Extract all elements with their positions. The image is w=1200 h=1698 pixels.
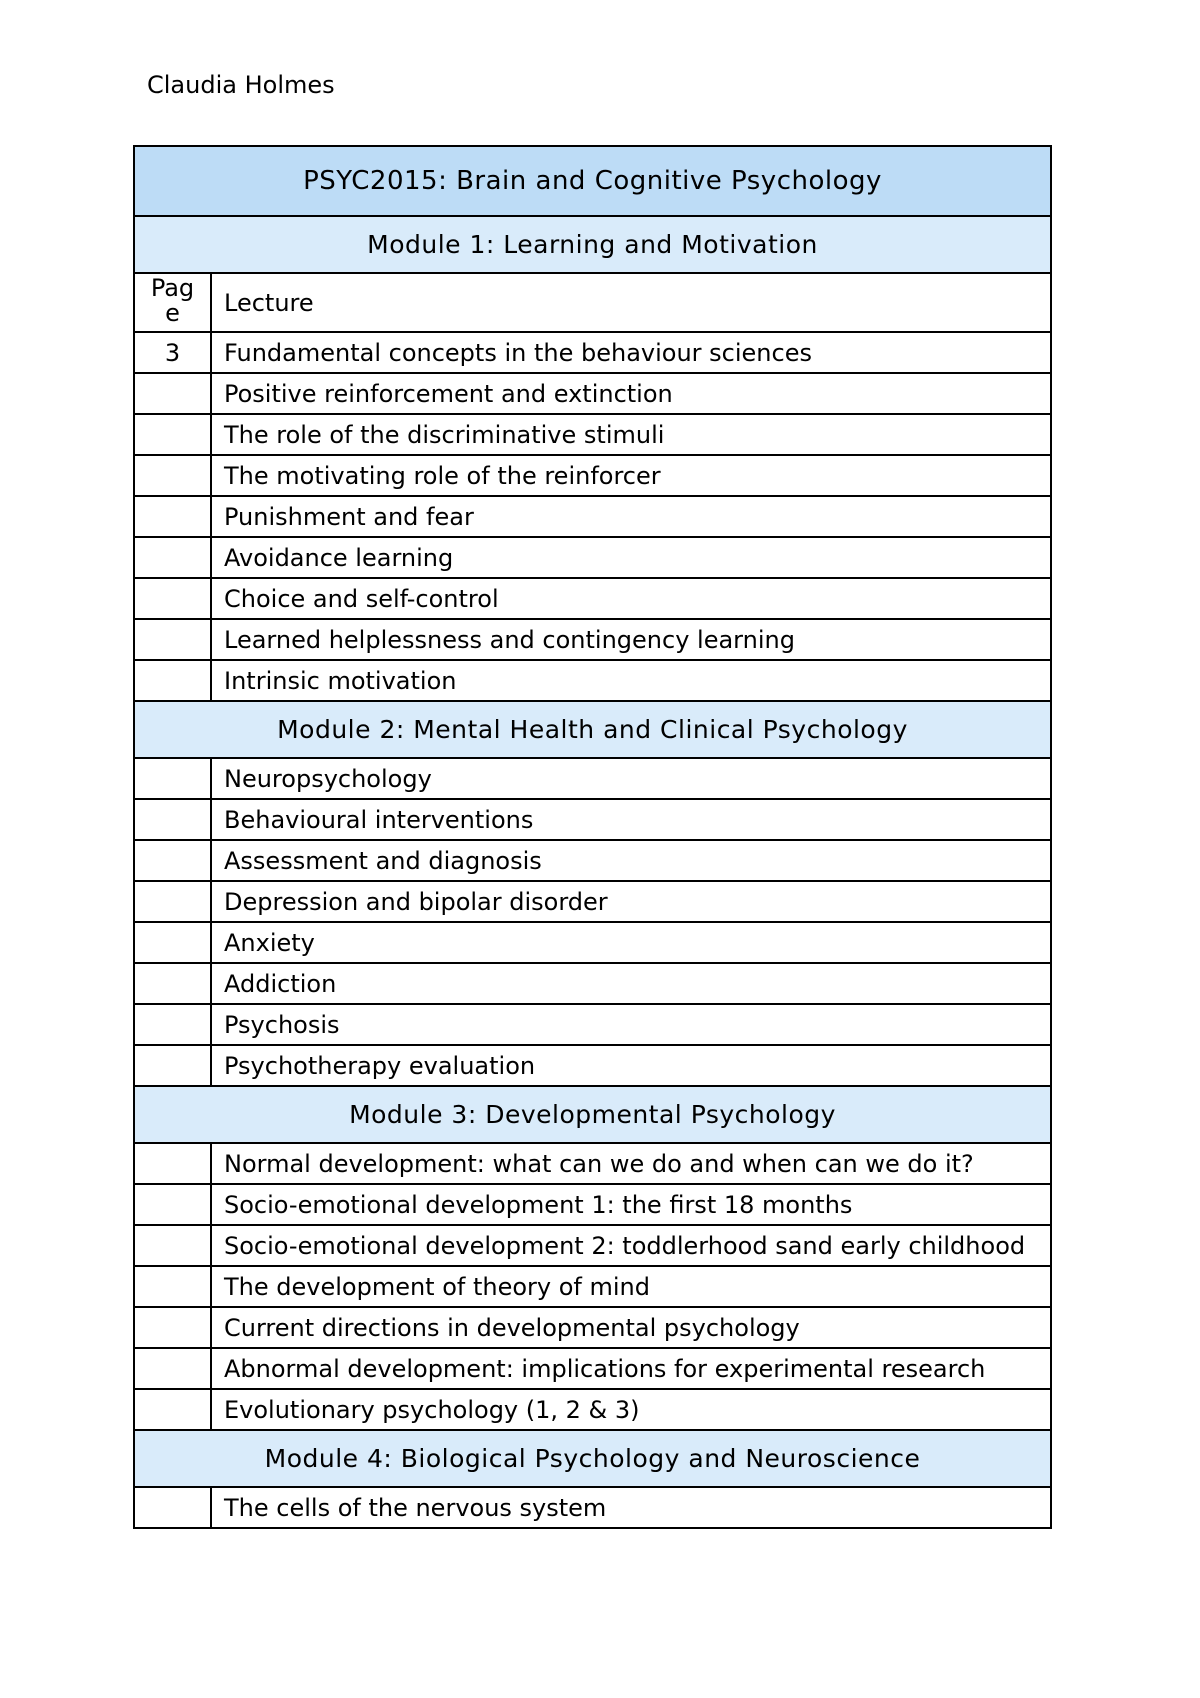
lecture-row xyxy=(134,496,1051,537)
lecture-page-number xyxy=(134,963,211,1004)
lecture-title: Socio-emotional development 2: toddlerhood sand early childhood xyxy=(211,1225,1051,1266)
lecture-row xyxy=(134,1004,1051,1045)
lecture-row xyxy=(134,660,1051,701)
lecture-row xyxy=(134,537,1051,578)
lecture-row xyxy=(134,455,1051,496)
module-title: Module 2: Mental Health and Clinical Psychology xyxy=(134,701,1051,758)
lecture-title: Avoidance learning xyxy=(211,537,1051,578)
contents-table-body xyxy=(134,146,1051,1528)
lecture-row xyxy=(134,332,1051,373)
lecture-title: Psychotherapy evaluation xyxy=(211,1045,1051,1086)
lecture-title: The development of theory of mind xyxy=(211,1266,1051,1307)
lecture-page-number xyxy=(134,1004,211,1045)
lecture-title: Fundamental concepts in the behaviour sciences xyxy=(211,332,1051,373)
lecture-page-number xyxy=(134,578,211,619)
lecture-title: The cells of the nervous system xyxy=(211,1487,1051,1528)
lecture-row xyxy=(134,1307,1051,1348)
lecture-page-number xyxy=(134,455,211,496)
lecture-title: The motivating role of the reinforcer xyxy=(211,455,1051,496)
lecture-title: Behavioural interventions xyxy=(211,799,1051,840)
lecture-title: Psychosis xyxy=(211,1004,1051,1045)
author-name: Claudia Holmes xyxy=(147,71,335,99)
lecture-row xyxy=(134,1184,1051,1225)
module-title: Module 4: Biological Psychology and Neuroscience xyxy=(134,1430,1051,1487)
lecture-title: Punishment and fear xyxy=(211,496,1051,537)
lecture-page-number xyxy=(134,373,211,414)
lecture-title: Normal development: what can we do and when can we do it? xyxy=(211,1143,1051,1184)
lecture-title: Evolutionary psychology (1, 2 & 3) xyxy=(211,1389,1051,1430)
lecture-page-number xyxy=(134,496,211,537)
lecture-row xyxy=(134,1143,1051,1184)
lecture-page-number xyxy=(134,1389,211,1430)
lecture-row xyxy=(134,373,1051,414)
lecture-page-number xyxy=(134,537,211,578)
course-title: PSYC2015: Brain and Cognitive Psychology xyxy=(134,146,1051,216)
lecture-row xyxy=(134,1045,1051,1086)
module-title: Module 3: Developmental Psychology xyxy=(134,1086,1051,1143)
lecture-row xyxy=(134,799,1051,840)
lecture-column-header: Lecture xyxy=(211,273,1051,332)
lecture-title: Addiction xyxy=(211,963,1051,1004)
page-column-header: Pag e xyxy=(134,273,211,332)
lecture-page-number xyxy=(134,799,211,840)
lecture-page-number xyxy=(134,1307,211,1348)
lecture-title: Depression and bipolar disorder xyxy=(211,881,1051,922)
lecture-page-number xyxy=(134,619,211,660)
lecture-row xyxy=(134,922,1051,963)
module-header-row xyxy=(134,1430,1051,1487)
lecture-page-number xyxy=(134,1348,211,1389)
lecture-page-number xyxy=(134,660,211,701)
lecture-row xyxy=(134,1266,1051,1307)
lecture-row xyxy=(134,1348,1051,1389)
lecture-row xyxy=(134,619,1051,660)
lecture-row xyxy=(134,578,1051,619)
module-header-row xyxy=(134,1086,1051,1143)
module-header-row xyxy=(134,216,1051,273)
lecture-page-number xyxy=(134,1184,211,1225)
lecture-page-number xyxy=(134,881,211,922)
lecture-row xyxy=(134,1225,1051,1266)
lecture-row xyxy=(134,840,1051,881)
lecture-title: Abnormal development: implications for experimental research xyxy=(211,1348,1051,1389)
lecture-page-number xyxy=(134,758,211,799)
lecture-row xyxy=(134,1487,1051,1528)
lecture-page-number xyxy=(134,1045,211,1086)
column-header-row xyxy=(134,273,1051,332)
lecture-page-number xyxy=(134,922,211,963)
course-title-row xyxy=(134,146,1051,216)
lecture-page-number xyxy=(134,1487,211,1528)
lecture-row xyxy=(134,758,1051,799)
lecture-title: Anxiety xyxy=(211,922,1051,963)
lecture-row xyxy=(134,963,1051,1004)
lecture-title: Assessment and diagnosis xyxy=(211,840,1051,881)
lecture-page-number xyxy=(134,1225,211,1266)
lecture-page-number xyxy=(134,1266,211,1307)
module-header-row xyxy=(134,701,1051,758)
lecture-row xyxy=(134,1389,1051,1430)
lecture-row xyxy=(134,881,1051,922)
lecture-page-number xyxy=(134,1143,211,1184)
lecture-page-number xyxy=(134,840,211,881)
lecture-title: The role of the discriminative stimuli xyxy=(211,414,1051,455)
lecture-page-number: 3 xyxy=(134,332,211,373)
lecture-title: Learned helplessness and contingency learning xyxy=(211,619,1051,660)
lecture-title: Current directions in developmental psychology xyxy=(211,1307,1051,1348)
module-title: Module 1: Learning and Motivation xyxy=(134,216,1051,273)
lecture-title: Choice and self-control xyxy=(211,578,1051,619)
lecture-title: Socio-emotional development 1: the first 18 months xyxy=(211,1184,1051,1225)
lecture-title: Positive reinforcement and extinction xyxy=(211,373,1051,414)
lecture-row xyxy=(134,414,1051,455)
lecture-page-number xyxy=(134,414,211,455)
lecture-title: Neuropsychology xyxy=(211,758,1051,799)
lecture-title: Intrinsic motivation xyxy=(211,660,1051,701)
contents-table xyxy=(133,145,1052,1529)
